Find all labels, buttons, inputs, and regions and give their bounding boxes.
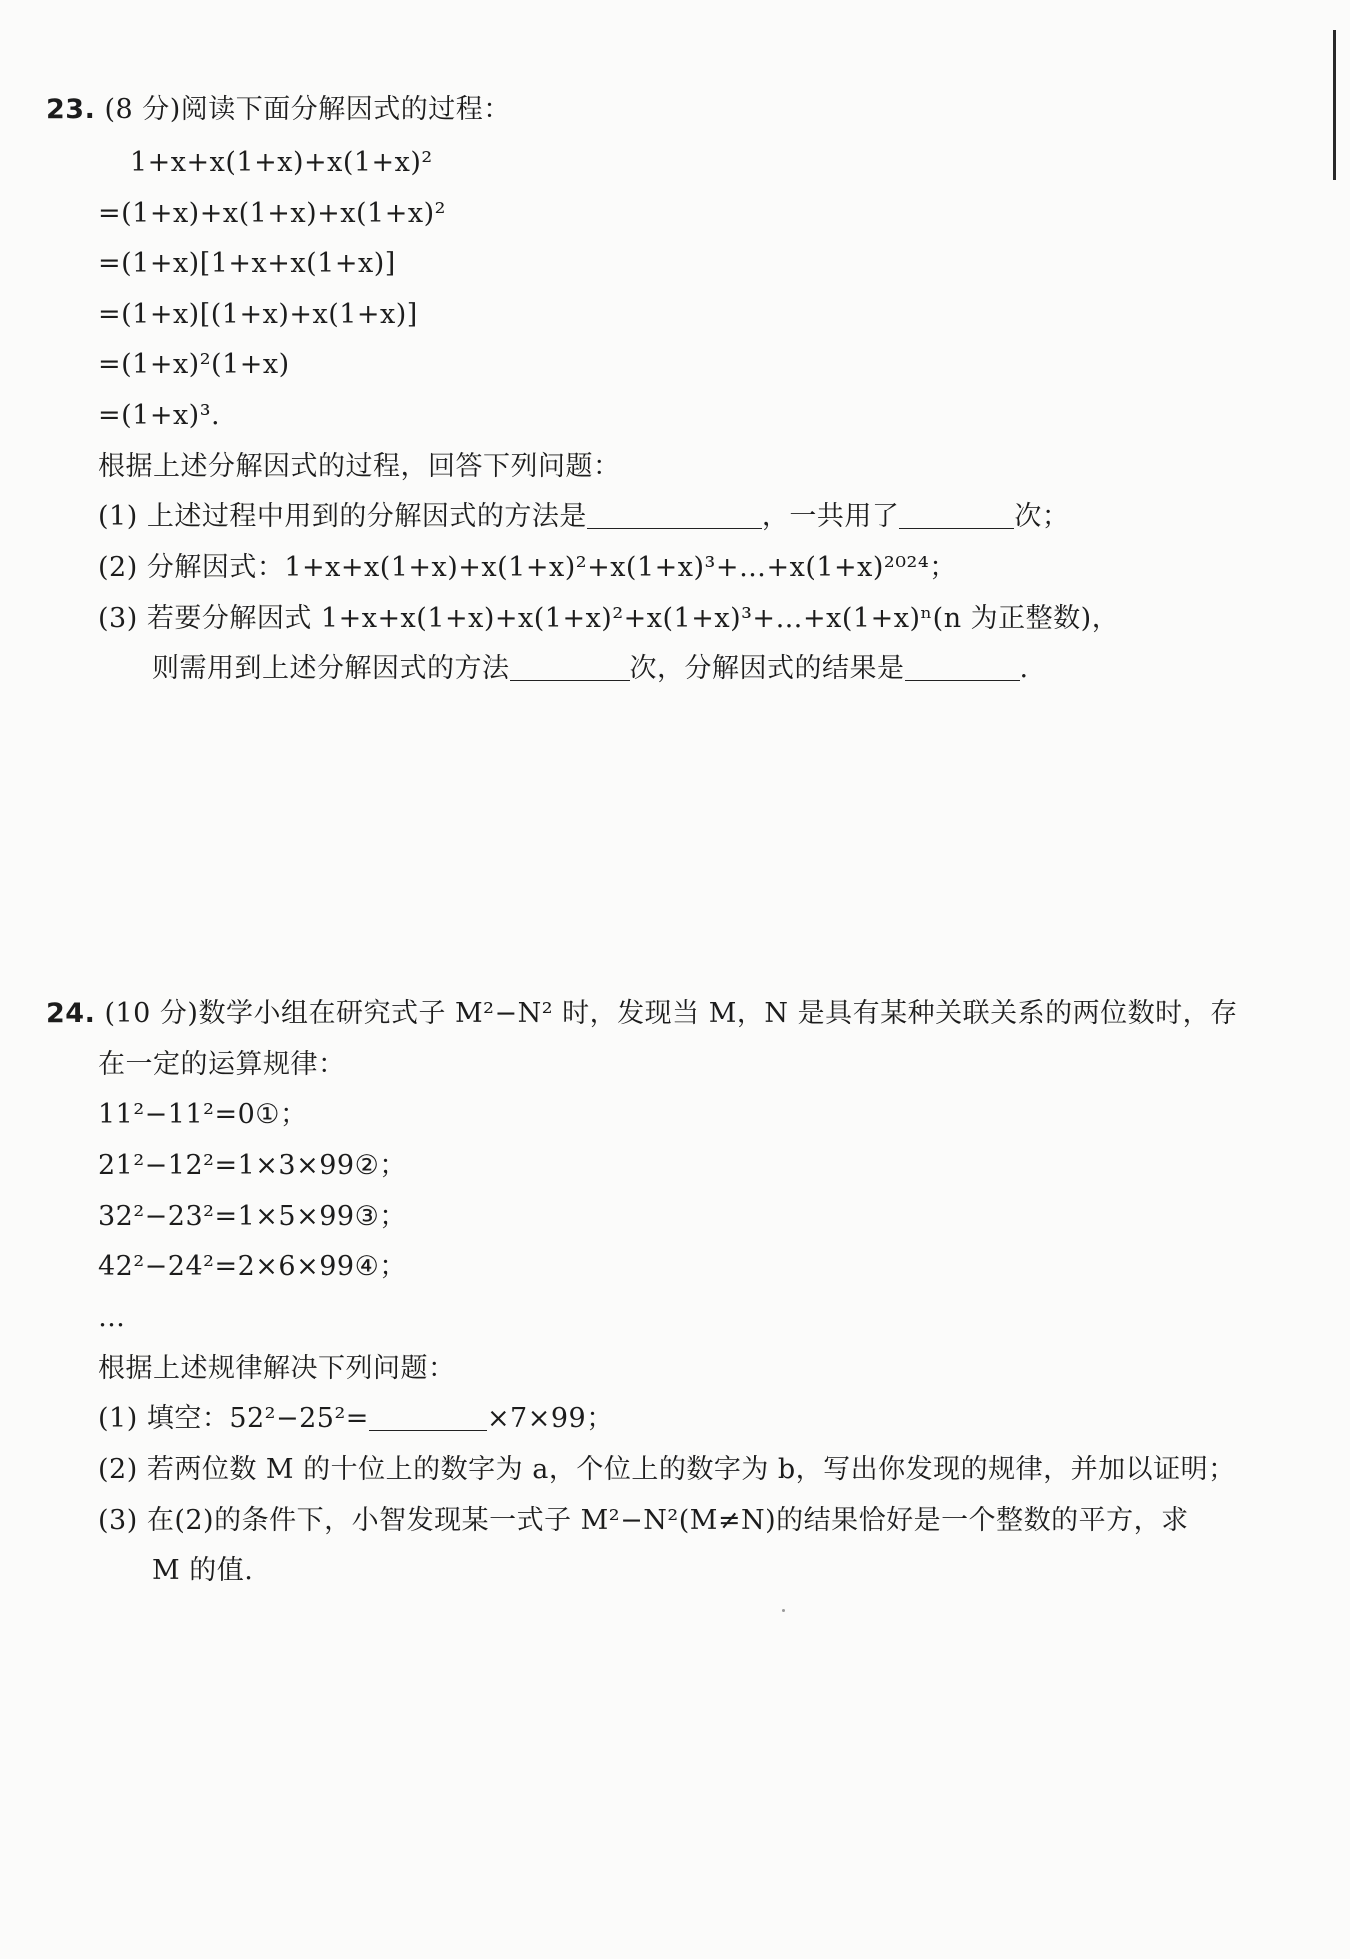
q23-part-2: (2) 分解因式：1+x+x(1+x)+x(1+x)²+x(1+x)³+…+x(1+x)²⁰²⁴； — [98, 552, 957, 583]
q23-step-1: 1+x+x(1+x)+x(1+x)² — [130, 147, 433, 178]
q24-part-1-text-a: (1) 填空：52²−25²= — [98, 1403, 369, 1434]
page-edge-line — [1333, 30, 1336, 180]
q23-method-blank[interactable] — [587, 500, 762, 529]
q23-count-blank[interactable] — [899, 500, 1014, 529]
scan-speck — [782, 1609, 785, 1612]
q23-number: 23. — [46, 94, 96, 125]
q23-step-4: =(1+x)[(1+x)+x(1+x)] — [98, 299, 418, 330]
q23-part-1-text-c: 次； — [1014, 501, 1070, 532]
q23-result-blank[interactable] — [905, 652, 1020, 681]
q24-header — [46, 996, 1238, 1032]
q23-part-1-text-a: (1) 上述过程中用到的分解因式的方法是 — [98, 501, 587, 532]
q23-part-3-text-d: . — [1019, 653, 1029, 684]
q24-ellipsis: … — [98, 1302, 126, 1333]
q23-intro: (8 分)阅读下面分解因式的过程： — [104, 94, 511, 125]
q24-number: 24. — [46, 998, 96, 1029]
q23-step-6: =(1+x)³. — [98, 400, 221, 431]
q24-example-1: 11²−11²=0①； — [98, 1099, 308, 1130]
q23-part-3-text-b: 则需用到上述分解因式的方法 — [152, 653, 510, 684]
q24-intro-line-1: (10 分)数学小组在研究式子 M²−N² 时，发现当 M，N 是具有某种关联关系的两位数时，存 — [104, 998, 1238, 1029]
q23-part-3-line-2 — [152, 651, 1029, 687]
q23-step-5: =(1+x)²(1+x) — [98, 349, 290, 380]
q24-part-3-line-1: (3) 在(2)的条件下，小智发现某一式子 M²−N²(M≠N)的结果恰好是一个整数的平方，求 — [98, 1505, 1189, 1536]
q24-part-1 — [98, 1401, 614, 1437]
q24-example-4: 42²−24²=2×6×99④； — [98, 1251, 407, 1282]
q24-part-1-text-b: ×7×99； — [486, 1403, 614, 1434]
q23-part-3-text-c: 次，分解因式的结果是 — [629, 653, 905, 684]
q24-part-2: (2) 若两位数 M 的十位上的数字为 a，个位上的数字为 b，写出你发现的规律，并加以证明； — [98, 1454, 1236, 1485]
q23-part-1 — [98, 499, 1069, 535]
q23-part-3-line-1: (3) 若要分解因式 1+x+x(1+x)+x(1+x)²+x(1+x)³+…+x(1+x)ⁿ(n 为正整数)， — [98, 603, 1120, 634]
q23-part-1-text-b: ，一共用了 — [761, 501, 900, 532]
q23-lead: 根据上述分解因式的过程，回答下列问题： — [98, 451, 621, 482]
q23-step-2: =(1+x)+x(1+x)+x(1+x)² — [98, 198, 446, 229]
q23-header — [46, 92, 511, 128]
q23-step-3: =(1+x)[1+x+x(1+x)] — [98, 248, 396, 279]
q24-intro-line-2: 在一定的运算规律： — [98, 1049, 346, 1080]
q24-lead: 根据上述规律解决下列问题： — [98, 1353, 456, 1384]
q24-example-2: 21²−12²=1×3×99②； — [98, 1150, 407, 1181]
q24-fill-blank[interactable] — [369, 1402, 487, 1431]
q24-example-3: 32²−23²=1×5×99③； — [98, 1201, 407, 1232]
q24-part-3-line-2: M 的值. — [152, 1555, 254, 1586]
q23-times-blank[interactable] — [510, 652, 630, 681]
